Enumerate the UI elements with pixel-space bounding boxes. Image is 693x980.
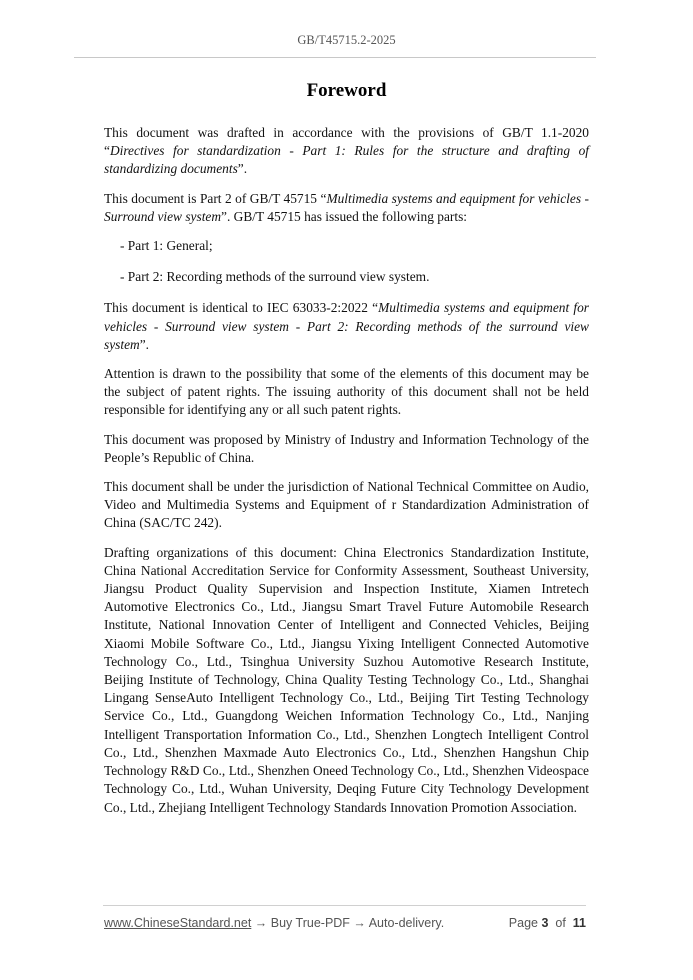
page-indicator bbox=[509, 916, 586, 930]
text: This document is identical to IEC 63033-2:2022 “ bbox=[104, 300, 379, 316]
paragraph-drafting-rules bbox=[104, 124, 589, 179]
text: ”. bbox=[237, 161, 248, 177]
header-divider bbox=[74, 57, 596, 58]
paragraph-part-info bbox=[104, 190, 589, 226]
page-total: 11 bbox=[572, 916, 586, 930]
paragraph-jurisdiction: This document shall be under the jurisdiction of National Technical Committee on Audio, Video and Multimedia Systems and Equipment of r Standardization Administration of China (SAC/TC 242). bbox=[104, 479, 589, 531]
italic-title: Multimedia systems and equipment for vehicles - Surround view system bbox=[104, 190, 589, 224]
of-label: of bbox=[555, 916, 566, 930]
promo-text: → Buy True-PDF → Auto-delivery. bbox=[251, 916, 445, 930]
foreword-body bbox=[104, 124, 589, 828]
document-code-header: GB/T45715.2-2025 bbox=[297, 33, 396, 47]
italic-title: Multimedia systems and equipment for vehicles - Surround view system - Part 2: Recording methods of the surround view system bbox=[104, 300, 589, 352]
text: This document is Part 2 of GB/T 45715 “ bbox=[104, 190, 327, 206]
page-title: Foreword bbox=[306, 80, 387, 101]
paragraph-drafting-organizations: Drafting organizations of this document: China Electronics Standardization Institute, China National Accreditation Service for Conformity Assessment, Southeast University, Jiangsu Product Quality Supervision and Inspection Institute, Xiamen Intretech Automotive Electronics Co., Ltd., Jiangsu Smart Travel Future Automobile Research Institute, National Innovation Center of Intelligent and Connected Vehicles, Beijing Xiaomi Mobile Software Co., Ltd., Jiangsu Yixing Intelligent Connected Automotive Technology Co., Ltd., Tsinghua University Suzhou Automotive Research Institute, Beijing Institute of Technology, China Quality Testing Technology Co., Ltd., Shanghai Lingang SenseAuto Intelligent Technology Co., Ltd., Beijing Tirt Testing Technology Service Co., Ltd., Guangdong Weichen Information Technology Co., Ltd., Nanjing Intelligent Transportation Information Co., Ltd., Shenzhen Longtech Intelligent Control Co., Ltd., Shenzhen Maxmade Auto Electronics Co., Ltd., Shenzhen Hangshun Chip Technology R&D Co., Ltd., Shenzhen Oneed Technology Co., Ltd., Shenzhen Videospace Technology Co., Ltd., Wuhan University, Deqing Future City Technology Development Co., Ltd., Zhejiang Intelligent Technology Standards Innovation Promotion Association. bbox=[104, 544, 589, 815]
footer-promo bbox=[104, 916, 444, 930]
italic-title: Directives for standardization - Part 1: Rules for the structure and drafting of standardizing documents bbox=[104, 143, 589, 177]
text: ”. bbox=[139, 336, 149, 352]
list-item-part-2: - Part 2: Recording methods of the surround view system. bbox=[120, 269, 430, 285]
paragraph-patent-notice: Attention is drawn to the possibility that some of the elements of this document may be the subject of patent rights. The issuing authority of this document shall not be held responsible for identifying any or all such patent rights. bbox=[104, 366, 589, 418]
website-link[interactable]: www.ChineseStandard.net bbox=[104, 916, 252, 930]
page-label: Page bbox=[508, 916, 538, 930]
page-footer bbox=[104, 916, 586, 930]
text: This document was drafted in accordance with the provisions of GB/T 1.1-2020 “ bbox=[104, 125, 589, 159]
text: ”. GB/T 45715 has issued the following parts: bbox=[221, 208, 467, 224]
list-item-part-1: - Part 1: General; bbox=[120, 238, 213, 254]
page-current: 3 bbox=[541, 916, 549, 930]
paragraph-proposed-by: This document was proposed by Ministry of Industry and Information Technology of the People’s Republic of China. bbox=[104, 431, 589, 465]
paragraph-identical-iec bbox=[104, 299, 589, 354]
footer-divider bbox=[103, 905, 586, 906]
